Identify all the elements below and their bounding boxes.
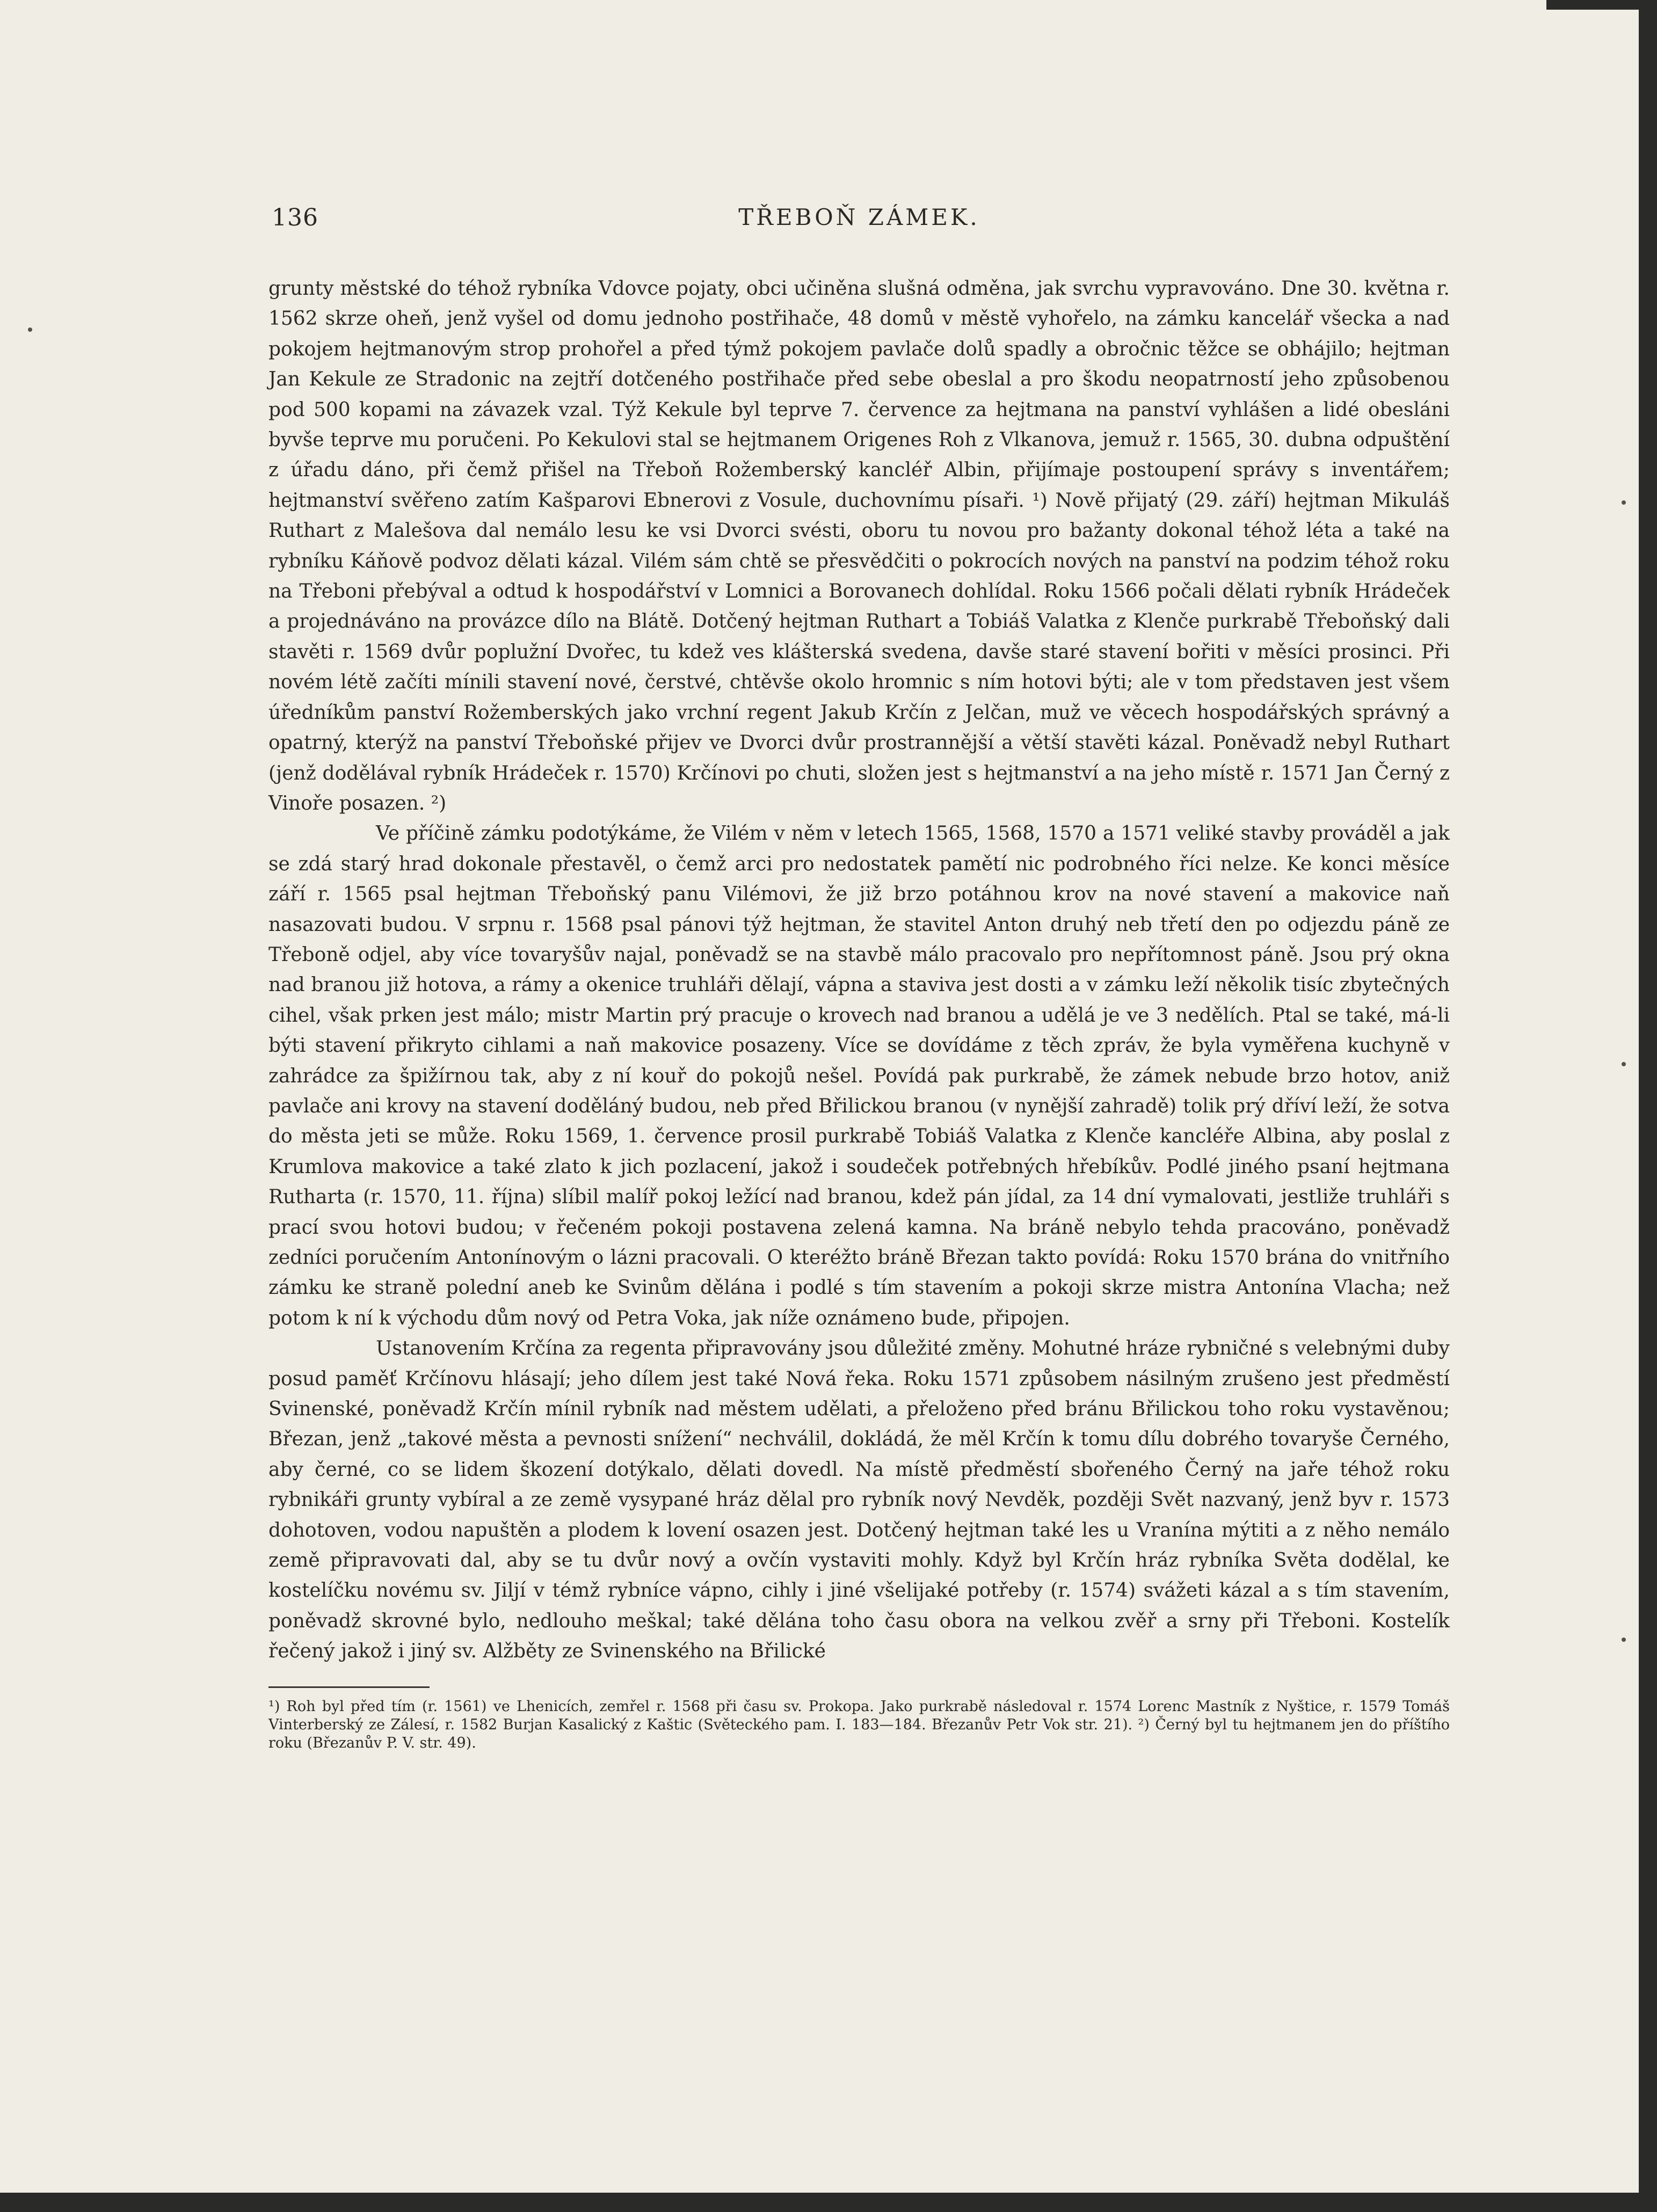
scanner-edge-right [1639,0,1657,2212]
body-text [268,274,1450,1667]
paragraph: Ustanovením Krčína za regenta připravovány jsou důležité změny. Mohutné hráze rybničné s velebnými duby posud paměť Krčínovu hlásají; jeho dílem jest také Nová řeka. Roku 1571 způsobem násilným zrušeno jest předměstí Svinenské, poněvadž Krčín mínil rybník nad městem udělati, a přeloženo před bránu Břilickou toho roku vystavěnou; Březan, jenž „takové města a pevnosti snížení“ nechválil, dokládá, že měl Krčín k tomu dílu dobrého tovaryše Černého, aby černé, co se lidem škození dotýkalo, dělati dovedl. Na místě předměstí sbořeného Černý na jaře téhož roku rybnikáři grunty vybíral a ze země vysypané hráz dělal pro rybník nový Nevděk, později Svět nazvaný, jenž byv r. 1573 dohotoven, vodou napuštěn a plodem k lovení osazen jest. Dotčený hejtman také les u Vranína mýtiti a z něho nemálo země připravovati dal, aby se tu dvůr nový a ovčín vystaviti mohly. Když byl Krčín hráz rybníka Světa dodělal, ke kostelíčku novému sv. Jiljí v témž rybníce vápno, cihly i jiné všelijaké potřeby (r. 1574) svážeti kázal a s tím stavením, poněvadž skrovné bylo, nedlouho meškal; také dělána toho času obora na velkou zvěř a srny při Třeboni. Kostelík řečený jakož i jiný sv. Alžběty ze Svinenského na Břilické [268,1337,1450,1663]
footnotes: ¹) Roh byl před tím (r. 1561) ve Lhenicích, zemřel r. 1568 při času sv. Prokopa. Jako purkrabě následoval r. 1574 Lorenc Mastník z Nyštice, r. 1579 Tomáš Vinterberský ze Zálesí, r. 1582 Burjan Kasalický z Kaštic (Světeckého pam. I. 183—184. Březanův Petr Vok str. 21). ²) Černý byl tu hejtmanem jen do příštího roku (Březanův P. V. str. 49). [268,1698,1450,1751]
running-title: TŘEBOŇ ZÁMEK. [738,204,980,230]
running-header [268,204,1450,247]
margin-speck [1622,1062,1626,1066]
footnote-rule [268,1686,430,1688]
paragraph: Ve příčině zámku podotýkáme, že Vilém v něm v letech 1565, 1568, 1570 a 1571 veliké stavby prováděl a jak se zdá starý hrad dokonale přestavěl, o čemž arci pro nedostatek pamětí nic podrobného říci nelze. Ke konci měsíce září r. 1565 psal hejtman Třeboňský panu Vilémovi, že již brzo potáhnou krov na nové stavení a makovice naň nasazovati budou. V srpnu r. 1568 psal pánovi týž hejtman, že stavitel Anton druhý neb třetí den po odjezdu páně ze Třeboně odjel, aby více tovaryšův najal, poněvadž se na stavbě málo pracovalo pro nepřítomnost páně. Jsou prý okna nad branou již hotova, a rámy a okenice truhláři dělají, vápna a staviva jest dosti a v zámku leží několik tisíc zbytečných cihel, však prken jest málo; mistr Martin prý pracuje o krovech nad branou a udělá je ve 3 nedělích. Ptal se také, má-li býti stavení přikryto cihlami a naň makovice posazeny. Více se dovídáme z těch zpráv, že byla vyměřena kuchyně v zahrádce za špižírnou tak, aby z ní kouř do pokojů nešel. Povídá pak purkrabě, že zámek nebude brzo hotov, aniž pavlače ani krovy na stavení doděláný budou, neb před Břilickou branou (v nynější zahradě) tolik prý dříví leží, že sotva do města jeti se může. Roku 1569, 1. července prosil purkrabě Tobiáš Valatka z Klenče kancléře Albina, aby poslal z Krumlova makovice a také zlato k jich pozlacení, jakož i soudeček potřebných hřebíkův. Podlé jiného psaní hejtmana Rutharta (r. 1570, 11. října) slíbil malíř pokoj ležící nad branou, kdež pán jídal, za 14 dní vymalovati, jestliže truhláři s prací svou hotovi budou; v řečeném pokoji postavena zelená kamna. Na bráně nebylo tehda pracováno, poněvadž zedníci poručením Antonínovým o lázni pracovali. O kteréžto bráně Březan takto povídá: Roku 1570 brána do vnitřního zámku ke straně polední aneb ke Svinům dělána i podlé s tím stavením a pokoji skrze mistra Antonína Vlacha; než potom k ní k východu dům nový od Petra Voka, jak níže oznámeno bude, připojen. [268,823,1450,1329]
margin-speck [28,328,32,332]
page-number: 136 [272,204,318,231]
margin-speck [1622,1638,1626,1642]
margin-speck [1622,500,1626,505]
scanner-edge-bottom [0,2193,1657,2212]
paragraph: grunty městské do téhož rybníka Vdovce pojaty, obci učiněna slušná odměna, jak svrchu vypravováno. Dne 30. května r. 1562 skrze oheň, jenž vyšel od domu jednoho postřihače, 48 domů v městě vyhořelo, na zámku kancelář všecka a nad pokojem hejtmanovým strop prohořel a před týmž pokojem pavlače dolů spadly a obročnic těžce se obhájilo; hejtman Jan Kekule ze Stradonic na zejtří dotčeného postřihače před sebe obeslal a pro škodu neopatrností jeho způsobenou pod 500 kopami na závazek vzal. Týž Kekule byl teprve 7. července za hejtmana na panství vyhlášen a lidé obesláni byvše teprve mu poručeni. Po Kekulovi stal se hejtmanem Origenes Roh z Vlkanova, jemuž r. 1565, 30. dubna odpuštění z úřadu dáno, při čemž přišel na Třeboň Rožemberský kancléř Albin, přijímaje postoupení správy s inventářem; hejtmanství svěřeno zatím Kašparovi Ebnerovi z Vosule, duchovnímu písaři. ¹) Nově přijatý (29. září) hejtman Mikuláš Ruthart z Malešova dal nemálo lesu ke vsi Dvorci svésti, oboru tu novou pro bažanty dokonal téhož léta a také na rybníku Káňově podvoz dělati kázal. Vilém sám chtě se přesvědčiti o pokrocích nových na panství na podzim téhož roku na Třeboni přebýval a odtud k hospodářství v Lomnici a Borovanech dohlídal. Roku 1566 počali dělati rybník Hrádeček a projednáváno na provázce dílo na Blátě. Dotčený hejtman Ruthart a Tobiáš Valatka z Klenče purkrabě Třeboňský dali stavěti r. 1569 dvůr poplužní Dvořec, tu kdež ves klášterská svedena, davše staré stavení bořiti v měsíci prosinci. Při novém létě začíti mínili stavení nové, čerstvé, chtěvše okolo hromnic s ním hotovi býti; ale v tom představen jest všem úředníkům panství Rožemberských jako vrchní regent Jakub Krčín z Jelčan, muž ve věcech hospodářských správný a opatrný, kterýž na panství Třeboňské přijev ve Dvorci dvůr prostrannější a větší stavěti kázal. Poněvadž nebyl Ruthart (jenž dodělával rybník Hrádeček r. 1570) Krčínovi po chuti, složen jest s hejtmanství a na jeho místě r. 1571 Jan Černý z Vinoře posazen. ²) [268,278,1450,814]
page-content [268,204,1450,1752]
